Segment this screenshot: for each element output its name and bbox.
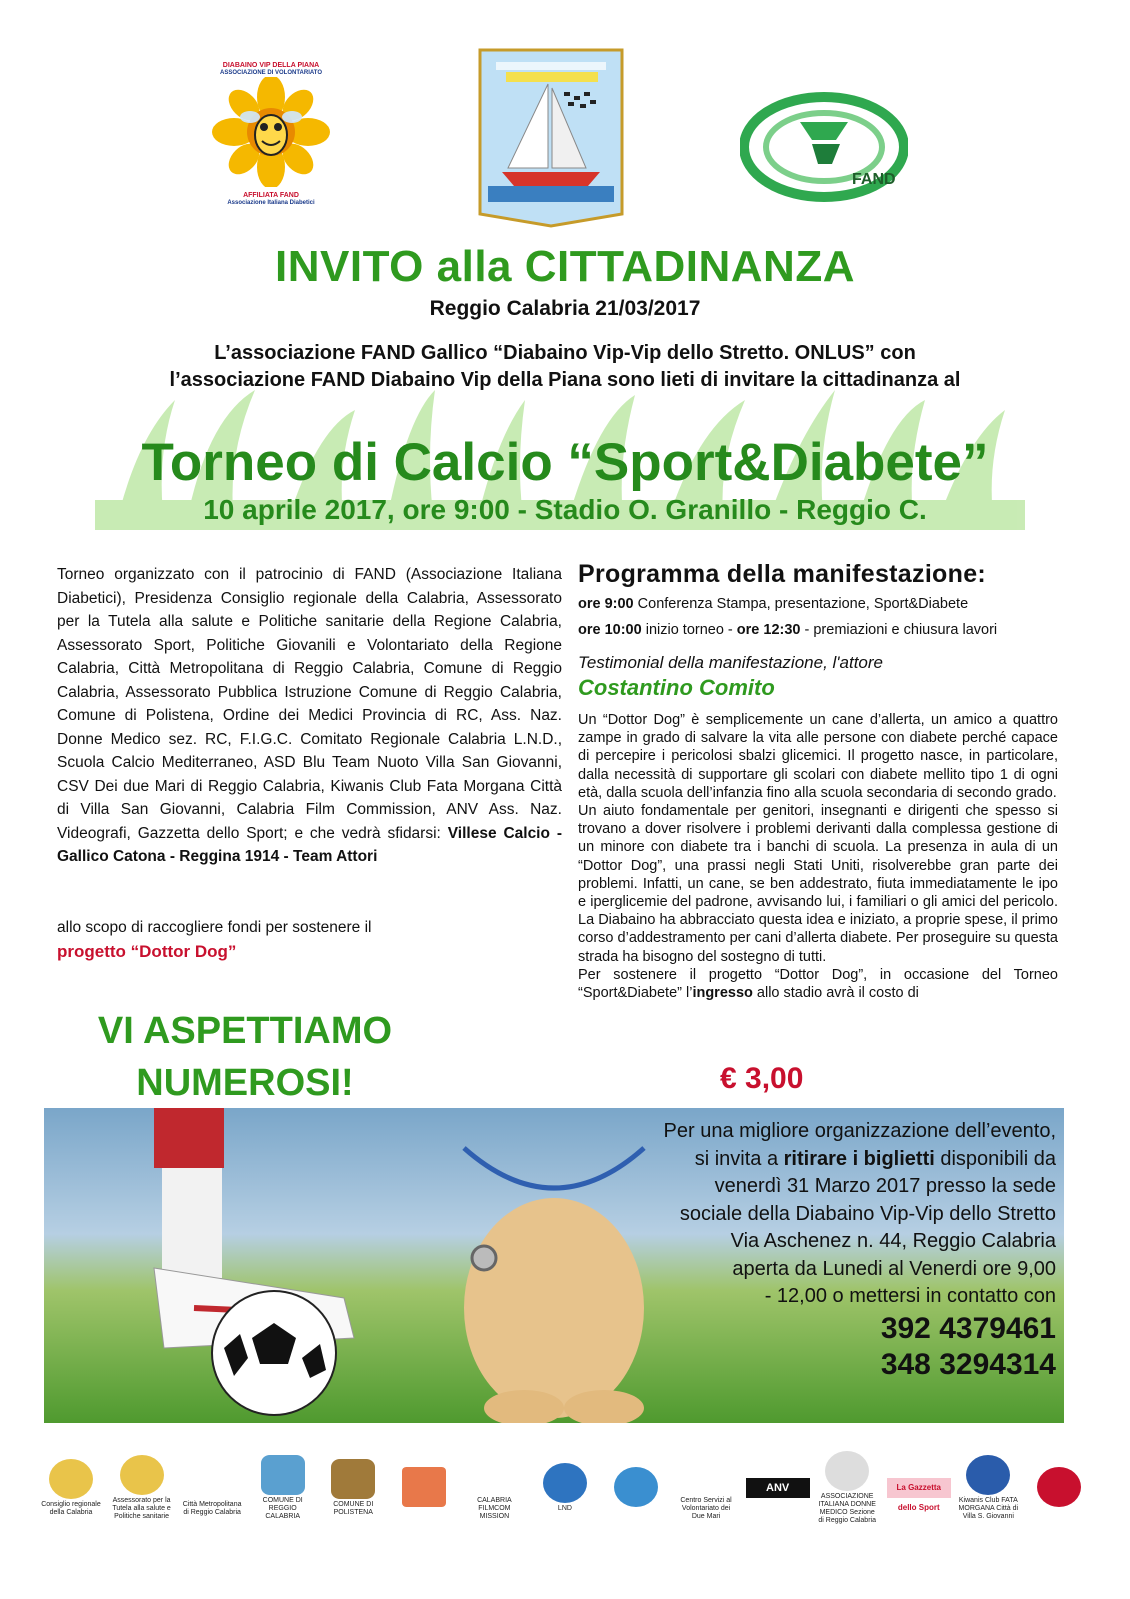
event-subtitle: 10 aprile 2017, ore 9:00 - Stadio O. Granillo - Reggio C.	[203, 494, 927, 525]
info-line: Per una migliore organizzazione dell’evento,	[663, 1120, 1056, 1142]
script-logo-icon	[190, 1459, 234, 1499]
sponsor-logo	[887, 1478, 949, 1512]
teams-list: Villese Calcio - Gallico Catona - Reggina 1914 - Team Attori	[57, 824, 562, 865]
film-commission-icon	[472, 1455, 516, 1495]
actor-name: Costantino Comito	[578, 675, 775, 700]
crest-icon	[120, 1455, 164, 1495]
donne-medico-icon	[825, 1451, 869, 1491]
fand-emblem-icon	[740, 92, 908, 202]
sponsor-label: Assessorato per la Tutela alla salute e Politiche sanitarie	[112, 1496, 171, 1520]
program-desc: inizio torneo -	[645, 622, 733, 638]
info-text: disponibili da	[934, 1147, 1056, 1170]
kiwanis-icon	[966, 1455, 1010, 1495]
sponsorship-body: Torneo organizzato con il patrocinio di FAND (Associazione Italiana Diabetici), Presidenza Consiglio regionale della Calabria, Assessorato per la Tutela alla salute e Politiche sanitarie della Regione Calabria, Assessorato Sport, Politiche Giovanili e Volontariato della Regione Calabria, Città Metropolitana di Reggio Calabria, Comune di Reggio Calabria, Assessorato Pubblica Istruzione Comune di Reggio Calabria, Comune di Polistena, Ordine dei Medici Provincia di RC, Ass. Naz. Donne Medico sez. RC, F.I.G.C. Comitato Regionale Calabria L.N.D., Scuola Calcio Mediterraneo, ASD Blu Team Nuoto Villa San Giovanni, CSV Dei due Mari di Reggio Calabria, Kiwanis Club Fata Morgana Città di Villa San Giovanni, Calabria Film Commission, ANV Ass. Naz. Videografi, Gazzetta dello Sport; e che vedrà sfidarsi:	[57, 566, 562, 842]
sponsor-label: COMUNE DI POLISTENA	[333, 1500, 374, 1516]
program-section	[578, 560, 1058, 1002]
slogan	[55, 1005, 435, 1109]
crest-icon	[49, 1459, 93, 1499]
info-line: venerdì 31 Marzo 2017 presso la sede	[714, 1175, 1056, 1197]
info-line: Via Aschenez n. 44, Reggio Calabria	[730, 1230, 1056, 1252]
logo-caption: ASSOCIAZIONE DI VOLONTARIATO	[219, 70, 322, 76]
description-text: Per sostenere il progetto “Dottor Dog”, in occasione del Torneo “Sport&Diabete” l’	[578, 966, 1058, 1002]
sponsor-label: LND	[557, 1504, 572, 1512]
purpose-line: allo scopo di raccogliere fondi per sostenere il	[57, 919, 372, 936]
ticket-price: € 3,00	[720, 1062, 804, 1095]
sponsor-logos	[40, 1450, 1090, 1525]
sponsor-logo	[40, 1459, 102, 1517]
sponsor-logo	[463, 1455, 525, 1521]
sponsor-logo	[816, 1451, 878, 1525]
description-paragraph: Un “Dottor Dog” è semplicemente un cane d’allerta, un amico a quattro zampe in grado di salvare la vita alle persone con diabete perché capace di percepire i pericolosi sbalzi glicemici. Il progetto nasce, in particolare, dalla necessità di supportare gli scolari con diabete mellito tipo 1 di ogni età, dalla scuola dell’infanzia fino alla scuola secondaria di secondo grado.	[578, 712, 1058, 801]
description-paragraph: Un aiuto fondamentale per genitori, insegnanti e dirigenti che spesso si trovano a dover risolvere i problemi derivanti dalla complessa gestione di un minore con diabete tra i banchi di scuola. La presenza in aula di un “Dottor Dog”, una prassi negli Stati Uniti, risolverebbe gran parte dei problemi. Infatti, un cane, se ben addestrato, fiuta immediatamente le ipo e iperglicemie del padrone, avvisando lui, i familiari o gli amici del pericolo. La Diabaino ha abbracciato questa idea e iniziato, a proprie spese, il primo corso d’addestramento per cani d’allerta diabete. Per proseguire su questa strada ha bisogno del sostegno di tutti.	[578, 803, 1058, 965]
slogan-line: VI ASPETTIAMO	[97, 1010, 393, 1052]
purpose-text	[57, 916, 562, 964]
program-title: Programma della manifestazione:	[578, 560, 987, 588]
sponsorship-text	[57, 563, 562, 869]
page-title: INVITO alla CITTADINANZA	[275, 242, 855, 291]
info-line: aperta da Lunedi al Venerdi ore 9,00	[732, 1257, 1056, 1280]
sponsor-logo	[252, 1455, 314, 1521]
program-desc: Conferenza Stampa, presentazione, Sport&Diabete	[637, 596, 969, 612]
event-title: Torneo di Calcio “Sport&Diabete”	[141, 433, 989, 492]
slogan-line: NUMEROSI!	[136, 1062, 354, 1104]
info-line: sociale della Diabaino Vip-Vip dello Stretto	[679, 1202, 1056, 1225]
intro-line: L’associazione FAND Gallico “Diabaino Vip-Vip dello Stretto. ONLUS” con	[214, 342, 916, 364]
sponsor-logo	[181, 1459, 243, 1517]
diabaino-piana-logo	[212, 62, 330, 212]
description-paragraph	[578, 966, 1058, 1002]
swim-team-icon	[614, 1467, 658, 1507]
city-crest-icon	[331, 1459, 375, 1499]
lnd-icon	[543, 1463, 587, 1503]
gazzetta-logo: La Gazzetta dello Sport	[887, 1478, 951, 1498]
sponsor-label: Città Metropolitana di Reggio Calabria	[182, 1500, 242, 1516]
date-line: Reggio Calabria 21/03/2017	[429, 297, 701, 320]
sponsor-logo	[605, 1467, 667, 1509]
intro-line: l’associazione FAND Diabaino Vip della Piana sono lieti di invitare la cittadinanza al	[169, 369, 961, 391]
sponsor-label: ASSOCIAZIONE ITALIANA DONNE MEDICO Sezione di Reggio Calabria	[818, 1492, 876, 1524]
program-time: ore 9:00	[578, 596, 634, 612]
description-bold: ingresso	[692, 985, 753, 1002]
project-name: progetto “Dottor Dog”	[57, 942, 237, 961]
program-time: ore 10:00	[578, 622, 642, 638]
sponsor-logo	[322, 1459, 384, 1517]
sailboat-banner-icon	[478, 48, 624, 228]
info-line: - 12,00 o mettersi in contatto con	[764, 1285, 1056, 1307]
medical-order-icon	[1037, 1467, 1081, 1507]
sponsor-logo	[957, 1455, 1019, 1521]
anv-logo: ANV	[746, 1478, 810, 1498]
city-crest-icon	[261, 1455, 305, 1495]
info-bold: ritirare i biglietti	[783, 1147, 935, 1170]
sponsor-label: Kiwanis Club FATA MORGANA Città di Villa S. Giovanni	[958, 1496, 1019, 1520]
csv-icon	[684, 1455, 728, 1495]
dottor-dog-description	[578, 711, 1058, 1002]
program-item	[578, 593, 1058, 615]
program-desc: - premiazioni e chiusura lavori	[804, 622, 998, 638]
program-time: ore 12:30	[736, 622, 801, 638]
sponsor-label: COMUNE DI REGGIO CALABRIA	[262, 1496, 303, 1520]
football-school-icon	[402, 1467, 446, 1507]
testimonial-line: Testimonial della manifestazione, l'attore	[578, 653, 884, 672]
phone-number[interactable]: 348 3294314	[880, 1347, 1056, 1381]
logo-caption: DIABAINO VIP DELLA PIANA	[222, 62, 320, 69]
sponsor-logo	[1028, 1467, 1090, 1509]
sponsor-label: CALABRIA FILMCOM MISSION	[477, 1496, 512, 1520]
program-item	[578, 619, 1058, 641]
fand-logo	[740, 92, 908, 202]
fand-logo-text: FAND	[852, 171, 896, 188]
sponsor-logo	[675, 1455, 737, 1521]
info-text: si invita a	[694, 1147, 784, 1170]
logo-caption: Associazione Italiana Diabetici	[227, 200, 315, 206]
sponsor-logo	[534, 1463, 596, 1513]
sponsor-logo	[393, 1467, 455, 1509]
diabaino-stretto-banner-logo	[478, 48, 624, 228]
description-text: allo stadio avrà il costo di	[752, 985, 919, 1002]
sponsor-logo	[111, 1455, 173, 1521]
sponsor-logo	[746, 1478, 808, 1498]
ticket-info	[580, 1118, 1056, 1383]
phone-number[interactable]: 392 4379461	[880, 1311, 1056, 1345]
bee-flower-icon	[212, 77, 330, 187]
info-line	[580, 1146, 1056, 1174]
sponsor-label: Centro Servizi al Volontariato dei Due Mari	[680, 1496, 732, 1520]
sponsor-label: Consiglio regionale della Calabria	[41, 1500, 101, 1516]
logo-caption: AFFILIATA FAND	[243, 192, 299, 199]
